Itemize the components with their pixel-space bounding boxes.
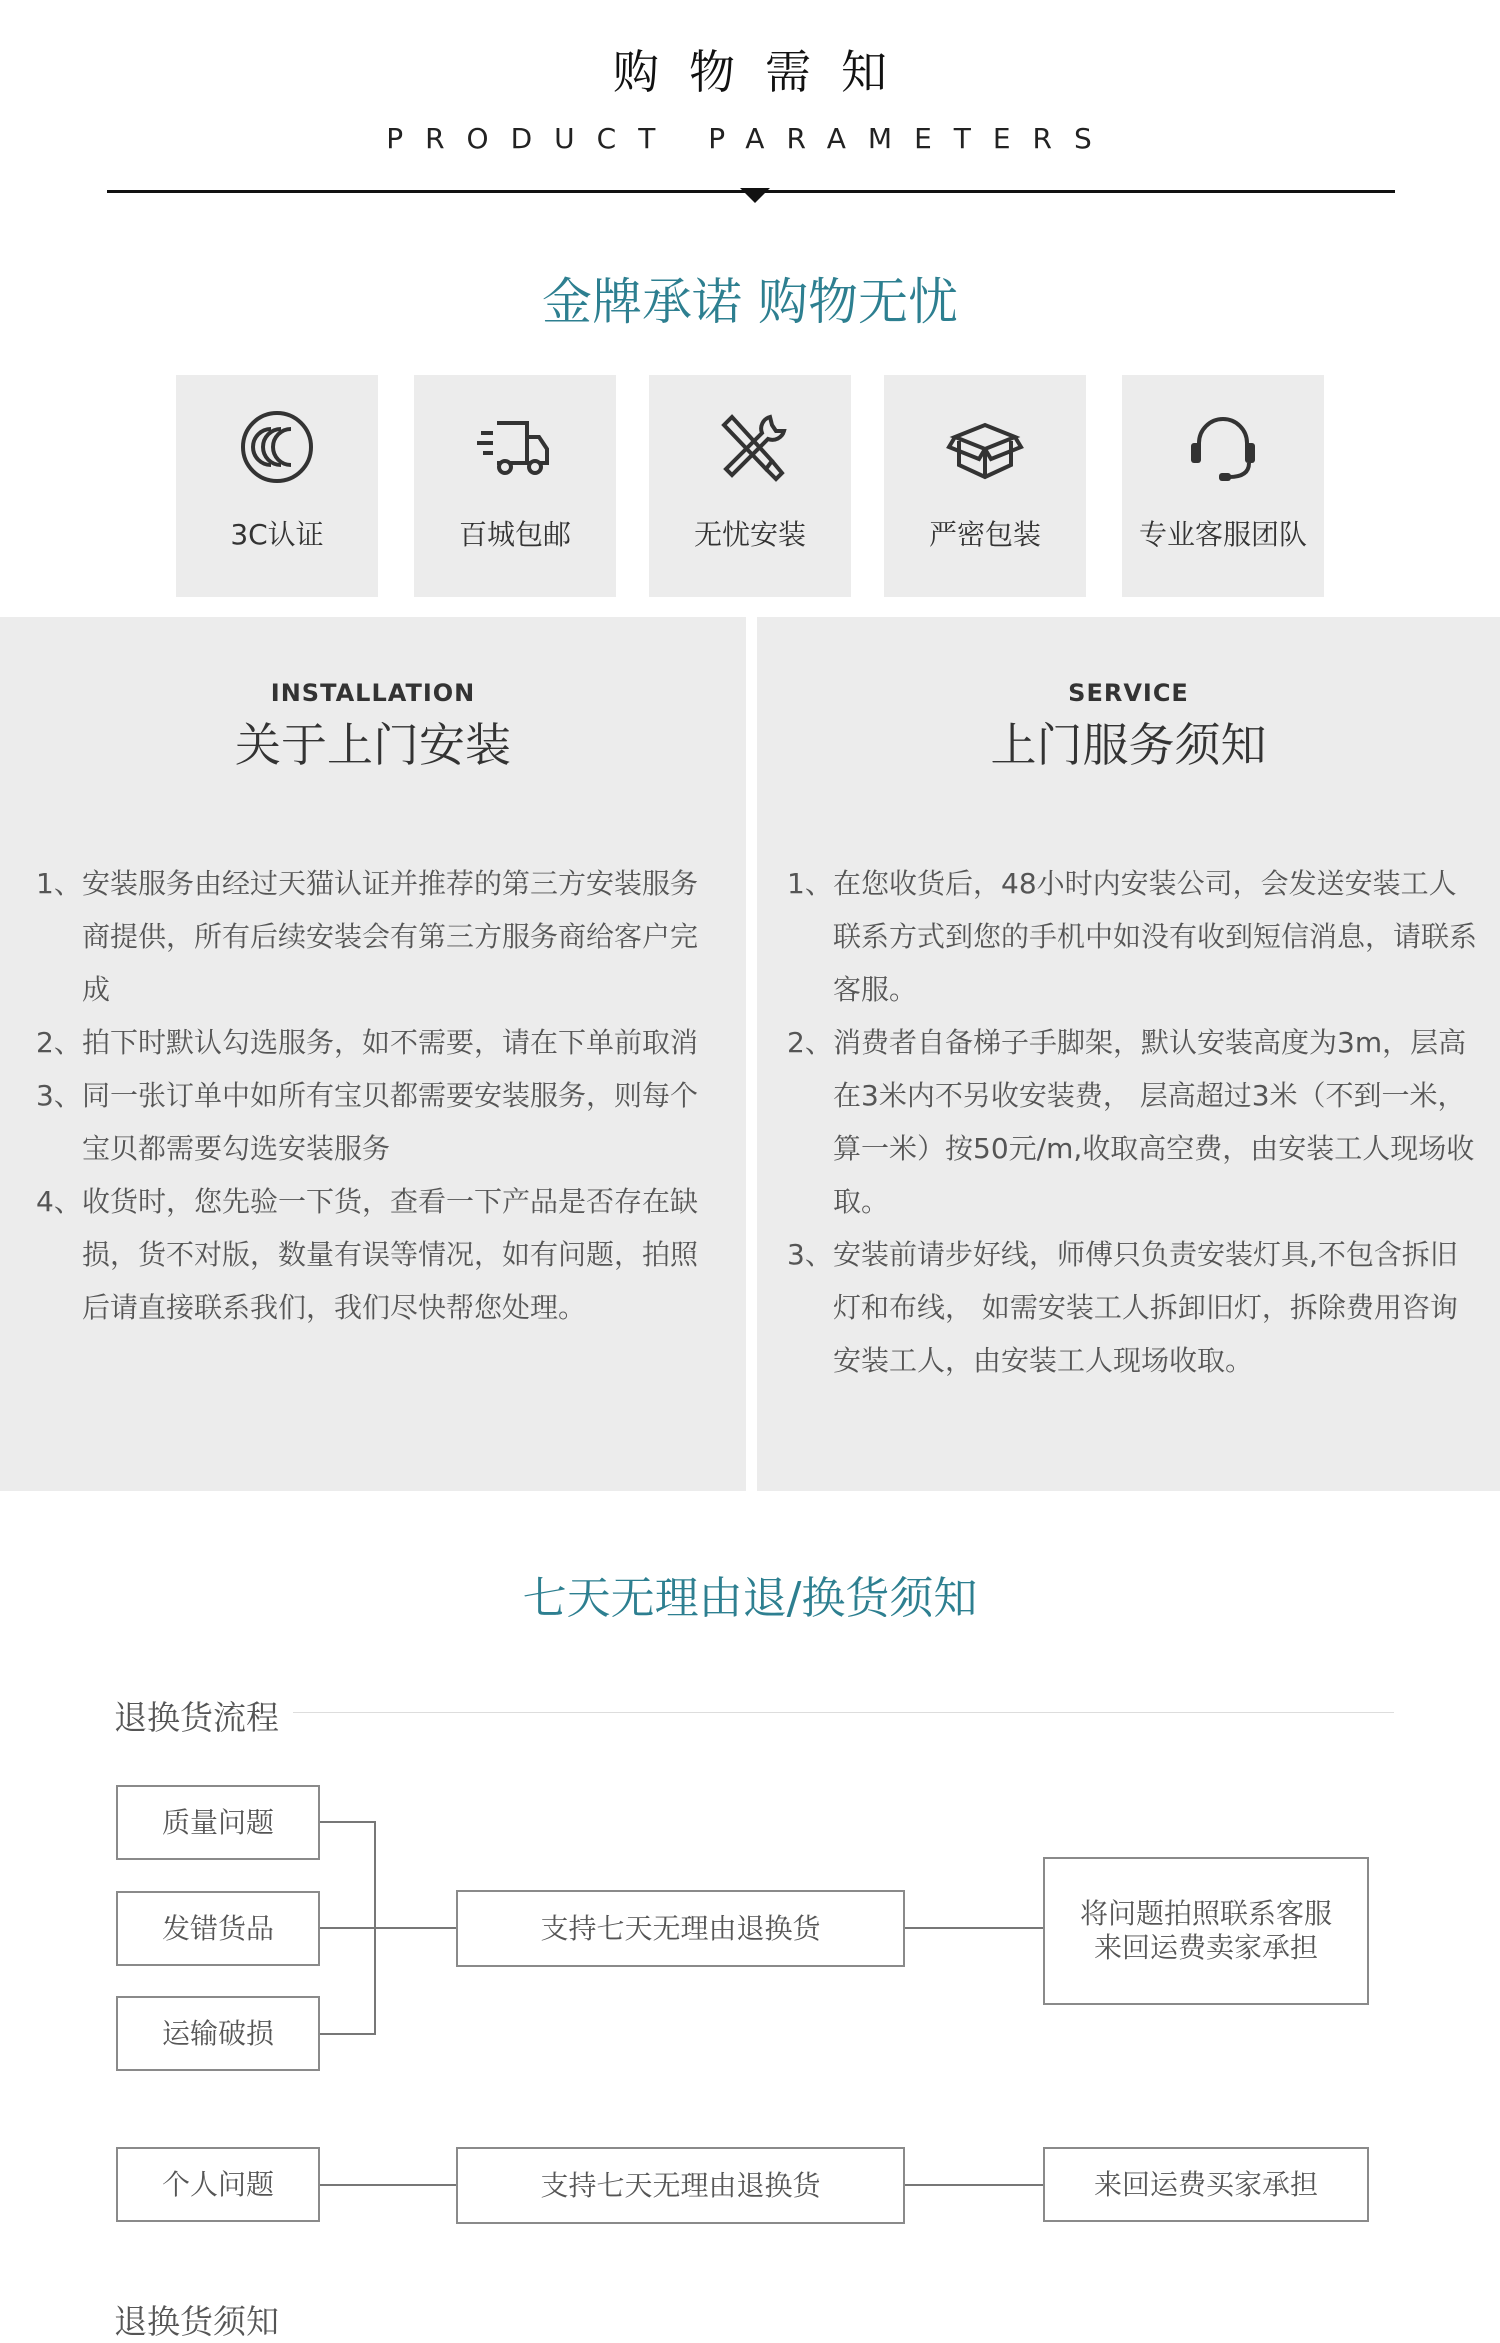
installation-title-en: INSTALLATION [270, 679, 476, 707]
feature-label: 3C认证 [230, 518, 324, 551]
list-item: 3、 安装前请步好线，师傅只负责安装灯具,不包含拆旧灯和布线， 如需安装工人拆卸旧灯，拆除费用咨询安装工人，由安装工人现场收取。 [787, 1238, 1458, 1377]
list-item: 2、 消费者自备梯子手脚架，默认安装高度为3m，层高在3米内不另收安装费， 层高超过3米（不到一米，算一米）按50元/m,收取高空费，由安装工人现场收取。 [787, 1026, 1475, 1218]
list-item: 4、 收货时，您先验一下货，查看一下产品是否存在缺损，货不对版，数量有误等情况，如有问题，拍照后请直接联系我们，我们尽快帮您处理。 [36, 1185, 699, 1324]
feature-label: 无忧安装 [693, 518, 806, 551]
feature-tile-support [1122, 375, 1324, 597]
page-subtitle: PRODUCT PARAMETERS [386, 122, 1114, 155]
list-item: 1、 安装服务由经过天猫认证并推荐的第三方安装服务商提供，所有后续安装会有第三方服务商给客户完成 [36, 867, 699, 1006]
list-item: 2、 拍下时默认勾选服务，如不需要，请在下单前取消 [36, 1026, 699, 1059]
feature-label: 专业客服团队 [1138, 518, 1307, 551]
buyer-result-box: 来回运费买家承担 [1043, 2147, 1369, 2222]
reason-box-personal: 个人问题 [116, 2147, 320, 2222]
delivery-truck-icon [475, 407, 555, 487]
flow-divider [114, 1712, 1394, 1713]
installation-panel [0, 617, 746, 1491]
list-item: 1、 在您收货后，48小时内安装公司，会发送安装工人联系方式到您的手机中如没有收到短信消息，请联系客服。 [787, 867, 1478, 1006]
reason-box-damaged: 运输破损 [116, 1996, 320, 2071]
connector [905, 1927, 1043, 1929]
3c-certification-icon [237, 407, 317, 487]
service-list [787, 857, 1477, 1387]
connector [320, 2033, 375, 2035]
flow-heading: 退换货流程 [114, 1692, 293, 1739]
reason-box-wrong-item: 发错货品 [116, 1891, 320, 1966]
feature-tile-3c [176, 375, 378, 597]
connector [905, 2184, 1043, 2186]
connector [374, 1927, 456, 1929]
feature-tile-shipping [414, 375, 616, 597]
service-panel [757, 617, 1500, 1491]
feature-tile-install [649, 375, 851, 597]
service-title-en: SERVICE [1068, 679, 1189, 707]
package-box-icon [945, 407, 1025, 487]
feature-label: 严密包装 [928, 518, 1041, 551]
promise-heading: 金牌承诺 购物无忧 [542, 273, 958, 331]
connector [320, 1927, 375, 1929]
page-title: 购物需知 [613, 45, 917, 99]
seven-day-return-box: 支持七天无理由退换货 [456, 1890, 905, 1967]
feature-label: 百城包邮 [458, 518, 571, 551]
reason-box-quality: 质量问题 [116, 1785, 320, 1860]
service-title-cn: 上门服务须知 [990, 718, 1267, 772]
installation-list [36, 857, 722, 1334]
divider-notch [740, 188, 770, 203]
installation-title-cn: 关于上门安装 [235, 718, 511, 772]
connector [320, 2184, 456, 2186]
list-item: 3、 同一张订单中如所有宝贝都需要安装服务，则每个宝贝都需要勾选安装服务 [36, 1079, 699, 1165]
tools-icon [710, 407, 790, 487]
next-section-heading: 退换货须知 [114, 2302, 279, 2341]
seller-result-box: 将问题拍照联系客服 来回运费卖家承担 [1043, 1857, 1369, 2005]
seven-day-return-box: 支持七天无理由退换货 [456, 2147, 905, 2224]
returns-title: 七天无理由退/换货须知 [522, 1573, 978, 1624]
headset-icon [1183, 407, 1263, 487]
connector [320, 1821, 375, 1823]
feature-tile-packaging [884, 375, 1086, 597]
